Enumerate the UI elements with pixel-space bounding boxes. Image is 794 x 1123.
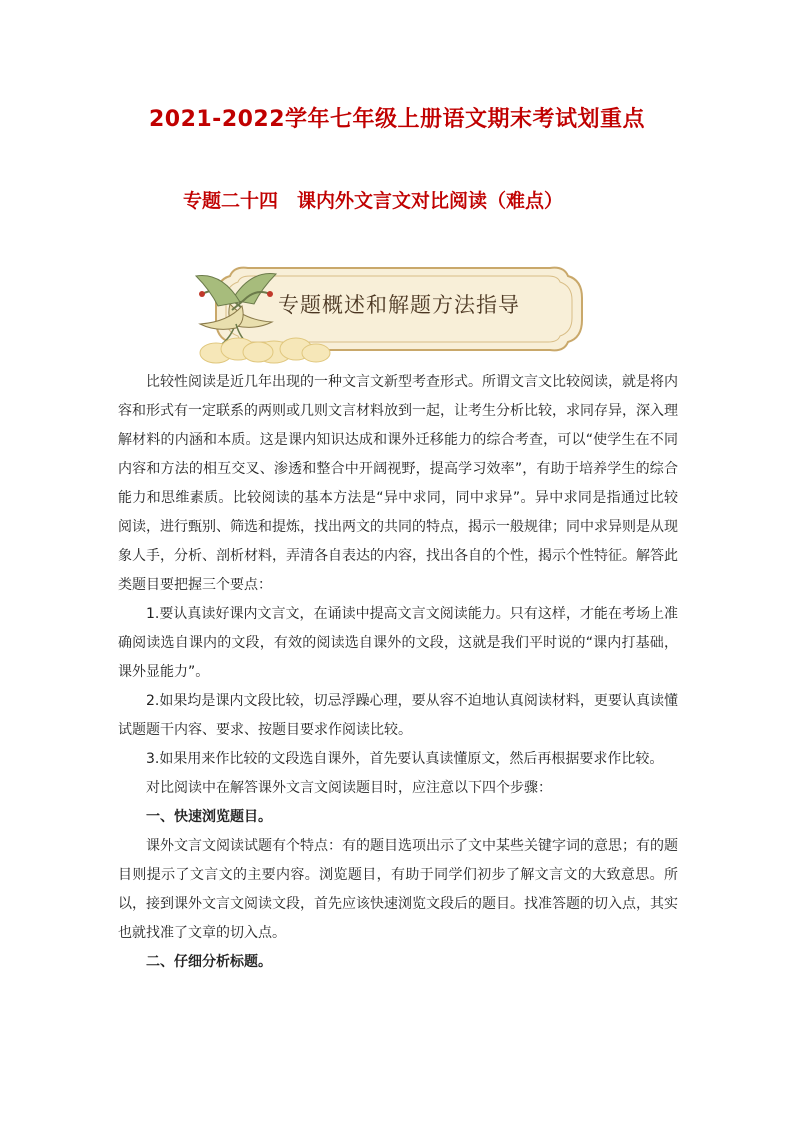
point-1-paragraph: 1.要认真读好课内文言文，在诵读中提高文言文阅读能力。只有这样，才能在考场上准确阅读选自课内的文段，有效的阅读选自课外的文段，这就是我们平时说的“课内打基础，课外显能力”。 [118,606,678,680]
section-subtitle: 专题二十四 课内外文言文对比阅读（难点） [183,190,564,212]
point-3-paragraph: 3.如果用来作比较的文段选自课外，首先要认真读懂原文，然后再根据要求作比较。 [146,751,664,767]
steps-intro-paragraph: 对比阅读中在解答课外文言文阅读题目时，应注意以下四个步骤： [146,780,552,796]
banner-title: 专题概述和解题方法指导 [278,293,520,317]
step-1-heading: 一、快速浏览题目。 [146,809,272,825]
point-2-paragraph: 2.如果均是课内文段比较，切忌浮躁心理，要从容不迫地认真阅读材料，更要认真读懂试题题干内容、要求、按题目要求作阅读比较。 [118,693,678,738]
article-body [118,368,678,977]
section-banner [190,258,608,370]
document-title: 2021-2022学年七年级上册语文期末考试划重点 [148,107,646,132]
cloud-icon [190,336,280,366]
intro-paragraph: 比较性阅读是近几年出现的一种文言文新型考查形式。所谓文言文比较阅读，就是将内容和形式有一定联系的两则或几则文言材料放到一起，让考生分析比较，求同存异，深入理解材料的内涵和本质。这是课内知识达成和课外迁移能力的综合考查，可以“使学生在不同内容和方法的相互交叉、渗透和整合中开阔视野，提高学习效率”，有助于培养学生的综合能力和思维素质。比较阅读的基本方法是“异中求同，同中求异”。异中求同是指通过比较阅读，进行甄别、筛选和提炼，找出两文的共同的特点，揭示一般规律；同中求异则是从现象人手，分析、剖析材料，弄清各自表达的内容，找出各自的个性，揭示个性特征。解答此类题目要把握三个要点： [118,374,678,593]
step-1-paragraph: 课外文言文阅读试题有个特点：有的题目选项出示了文中某些关键字词的意思；有的题目则提示了文言文的主要内容。浏览题目，有助于同学们初步了解文言文的大致意思。所以，接到课外文言文阅读文段，首先应该快速浏览文段后的题目。找准答题的切入点，其实也就找准了文章的切入点。 [118,838,678,941]
step-2-heading: 二、仔细分析标题。 [146,954,272,970]
